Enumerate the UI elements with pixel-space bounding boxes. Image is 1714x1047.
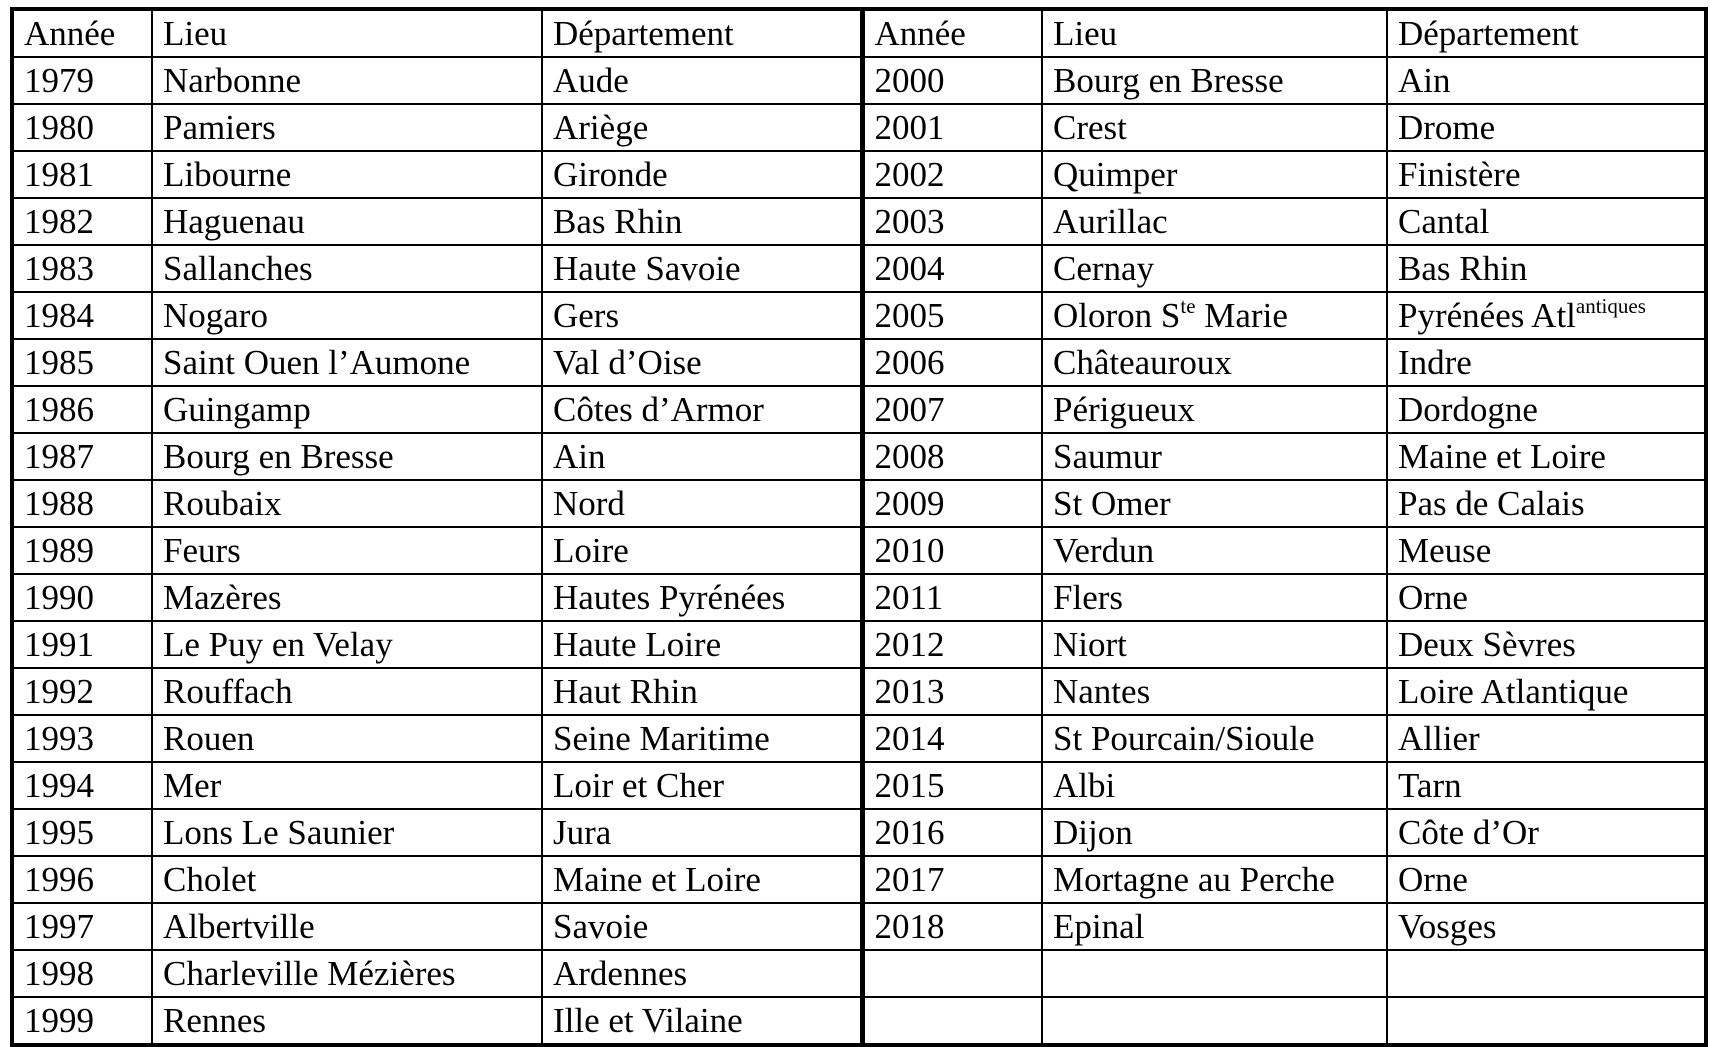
header-row xyxy=(12,9,1706,57)
table-row xyxy=(12,903,1706,950)
cell-departement xyxy=(1387,950,1706,997)
table-row xyxy=(12,151,1706,198)
cell-lieu: Verdun xyxy=(1042,527,1387,574)
cell-lieu: Crest xyxy=(1042,104,1387,151)
table-row xyxy=(12,433,1706,480)
cell-lieu: Haguenau xyxy=(152,198,542,245)
table-row xyxy=(12,715,1706,762)
cell-lieu: St Pourcain/Sioule xyxy=(1042,715,1387,762)
cell-annee: 1989 xyxy=(12,527,152,574)
cell-annee: 1997 xyxy=(12,903,152,950)
cell-lieu: Châteauroux xyxy=(1042,339,1387,386)
cell-lieu: Narbonne xyxy=(152,57,542,104)
cell-annee: 1982 xyxy=(12,198,152,245)
cell-annee: 2016 xyxy=(862,809,1042,856)
cell-departement: Hautes Pyrénées xyxy=(542,574,862,621)
cell-departement: Gironde xyxy=(542,151,862,198)
cell-lieu: Rouen xyxy=(152,715,542,762)
cell-annee: 1980 xyxy=(12,104,152,151)
cell-lieu: Nogaro xyxy=(152,292,542,339)
table-row xyxy=(12,527,1706,574)
cell-lieu: Dijon xyxy=(1042,809,1387,856)
cell-lieu: Nantes xyxy=(1042,668,1387,715)
cell-annee: 1992 xyxy=(12,668,152,715)
cell-departement: Orne xyxy=(1387,856,1706,903)
cell-departement: Meuse xyxy=(1387,527,1706,574)
cell-lieu: Albi xyxy=(1042,762,1387,809)
cell-lieu: Rouffach xyxy=(152,668,542,715)
cell-departement: Orne xyxy=(1387,574,1706,621)
header-departement: Département xyxy=(1387,9,1706,57)
cell-annee: 2015 xyxy=(862,762,1042,809)
cell-lieu: Epinal xyxy=(1042,903,1387,950)
cell-annee xyxy=(862,950,1042,997)
cell-lieu: Mortagne au Perche xyxy=(1042,856,1387,903)
cell-departement: Jura xyxy=(542,809,862,856)
cell-annee: 1991 xyxy=(12,621,152,668)
superscript: antiques xyxy=(1575,294,1646,318)
cell-lieu: Guingamp xyxy=(152,386,542,433)
header-annee: Année xyxy=(862,9,1042,57)
cell-lieu: Sallanches xyxy=(152,245,542,292)
table-row xyxy=(12,245,1706,292)
cell-departement: Haute Savoie xyxy=(542,245,862,292)
cell-departement: Ain xyxy=(542,433,862,480)
table-row xyxy=(12,950,1706,997)
cell-annee: 1994 xyxy=(12,762,152,809)
cell-annee: 2007 xyxy=(862,386,1042,433)
cell-departement: Finistère xyxy=(1387,151,1706,198)
cell-lieu: Quimper xyxy=(1042,151,1387,198)
cell-lieu xyxy=(1042,950,1387,997)
cell-departement: Aude xyxy=(542,57,862,104)
cell-lieu: Rennes xyxy=(152,997,542,1045)
cell-annee: 1995 xyxy=(12,809,152,856)
table-row xyxy=(12,762,1706,809)
cell-annee: 2008 xyxy=(862,433,1042,480)
cell-lieu: Cholet xyxy=(152,856,542,903)
cell-lieu: Périgueux xyxy=(1042,386,1387,433)
cell-lieu: Niort xyxy=(1042,621,1387,668)
cell-departement: Dordogne xyxy=(1387,386,1706,433)
cell-departement: Haute Loire xyxy=(542,621,862,668)
cell-lieu: Bourg en Bresse xyxy=(152,433,542,480)
cell-departement: Loire Atlantique xyxy=(1387,668,1706,715)
cell-departement: Seine Maritime xyxy=(542,715,862,762)
cell-annee: 1984 xyxy=(12,292,152,339)
cell-annee xyxy=(862,997,1042,1045)
cell-lieu: Aurillac xyxy=(1042,198,1387,245)
cell-departement: Val d’Oise xyxy=(542,339,862,386)
superscript: te xyxy=(1180,294,1196,318)
cell-departement: Haut Rhin xyxy=(542,668,862,715)
cell-annee: 2000 xyxy=(862,57,1042,104)
cell-annee: 2014 xyxy=(862,715,1042,762)
table-row xyxy=(12,574,1706,621)
cell-lieu: Roubaix xyxy=(152,480,542,527)
table-row xyxy=(12,292,1706,339)
cell-departement: Bas Rhin xyxy=(542,198,862,245)
cell-lieu: Mazères xyxy=(152,574,542,621)
cell-departement: Ain xyxy=(1387,57,1706,104)
cell-annee: 2009 xyxy=(862,480,1042,527)
cell-departement: Pas de Calais xyxy=(1387,480,1706,527)
header-lieu: Lieu xyxy=(1042,9,1387,57)
cell-annee: 1990 xyxy=(12,574,152,621)
cell-departement: Allier xyxy=(1387,715,1706,762)
cell-departement: Deux Sèvres xyxy=(1387,621,1706,668)
table-row xyxy=(12,668,1706,715)
cell-lieu: Oloron $S^{te}$ Marie xyxy=(1042,292,1387,339)
cell-lieu: Albertville xyxy=(152,903,542,950)
cell-annee: 2010 xyxy=(862,527,1042,574)
cell-annee: 2017 xyxy=(862,856,1042,903)
table-row xyxy=(12,856,1706,903)
cell-annee: 1993 xyxy=(12,715,152,762)
cell-annee: 1988 xyxy=(12,480,152,527)
cell-annee: 1983 xyxy=(12,245,152,292)
cell-lieu: Feurs xyxy=(152,527,542,574)
cell-lieu xyxy=(1042,997,1387,1045)
cell-lieu: Mer xyxy=(152,762,542,809)
cell-annee: 1999 xyxy=(12,997,152,1045)
table-row xyxy=(12,809,1706,856)
header-departement: Département xyxy=(542,9,862,57)
cell-annee: 2003 xyxy=(862,198,1042,245)
cell-departement: Maine et Loire xyxy=(542,856,862,903)
cell-annee: 2012 xyxy=(862,621,1042,668)
cell-annee: 1986 xyxy=(12,386,152,433)
cell-departement: Ariège xyxy=(542,104,862,151)
cell-departement: Indre xyxy=(1387,339,1706,386)
table-row xyxy=(12,480,1706,527)
cell-departement: Bas Rhin xyxy=(1387,245,1706,292)
cell-annee: 1985 xyxy=(12,339,152,386)
cell-annee: 2004 xyxy=(862,245,1042,292)
cell-departement: Nord xyxy=(542,480,862,527)
table-row xyxy=(12,339,1706,386)
cell-annee: 2018 xyxy=(862,903,1042,950)
cell-annee: 1981 xyxy=(12,151,152,198)
cell-lieu: Le Puy en Velay xyxy=(152,621,542,668)
table-row xyxy=(12,198,1706,245)
table-row xyxy=(12,386,1706,433)
cell-annee: 1979 xyxy=(12,57,152,104)
cell-lieu: Libourne xyxy=(152,151,542,198)
cell-departement: Ille et Vilaine xyxy=(542,997,862,1045)
cell-lieu: Bourg en Bresse xyxy=(1042,57,1387,104)
header-annee: Année xyxy=(12,9,152,57)
cell-lieu: Charleville Mézières xyxy=(152,950,542,997)
cell-lieu: Lons Le Saunier xyxy=(152,809,542,856)
cell-departement: Loir et Cher xyxy=(542,762,862,809)
cell-departement: Pyrénées Atl$^{antiques}$ xyxy=(1387,292,1706,339)
cell-departement: Cantal xyxy=(1387,198,1706,245)
cell-departement xyxy=(1387,997,1706,1045)
table-row xyxy=(12,57,1706,104)
cell-annee: 1987 xyxy=(12,433,152,480)
cell-departement: Loire xyxy=(542,527,862,574)
cell-departement: Drome xyxy=(1387,104,1706,151)
cell-departement: Tarn xyxy=(1387,762,1706,809)
cell-lieu: Cernay xyxy=(1042,245,1387,292)
cell-departement: Maine et Loire xyxy=(1387,433,1706,480)
table-row xyxy=(12,621,1706,668)
cell-annee: 2002 xyxy=(862,151,1042,198)
cell-departement: Côte d’Or xyxy=(1387,809,1706,856)
header-lieu: Lieu xyxy=(152,9,542,57)
cell-annee: 2005 xyxy=(862,292,1042,339)
cell-departement: Savoie xyxy=(542,903,862,950)
cell-lieu: Saumur xyxy=(1042,433,1387,480)
cell-annee: 2013 xyxy=(862,668,1042,715)
cell-lieu: Flers xyxy=(1042,574,1387,621)
cell-lieu: Saint Ouen l’Aumone xyxy=(152,339,542,386)
table-row xyxy=(12,104,1706,151)
events-table xyxy=(10,7,1708,1047)
cell-lieu: Pamiers xyxy=(152,104,542,151)
cell-annee: 2001 xyxy=(862,104,1042,151)
cell-lieu: St Omer xyxy=(1042,480,1387,527)
cell-departement: Ardennes xyxy=(542,950,862,997)
cell-departement: Vosges xyxy=(1387,903,1706,950)
cell-annee: 2006 xyxy=(862,339,1042,386)
cell-departement: Gers xyxy=(542,292,862,339)
cell-annee: 1996 xyxy=(12,856,152,903)
cell-annee: 1998 xyxy=(12,950,152,997)
cell-departement: Côtes d’Armor xyxy=(542,386,862,433)
cell-annee: 2011 xyxy=(862,574,1042,621)
table-row xyxy=(12,997,1706,1045)
